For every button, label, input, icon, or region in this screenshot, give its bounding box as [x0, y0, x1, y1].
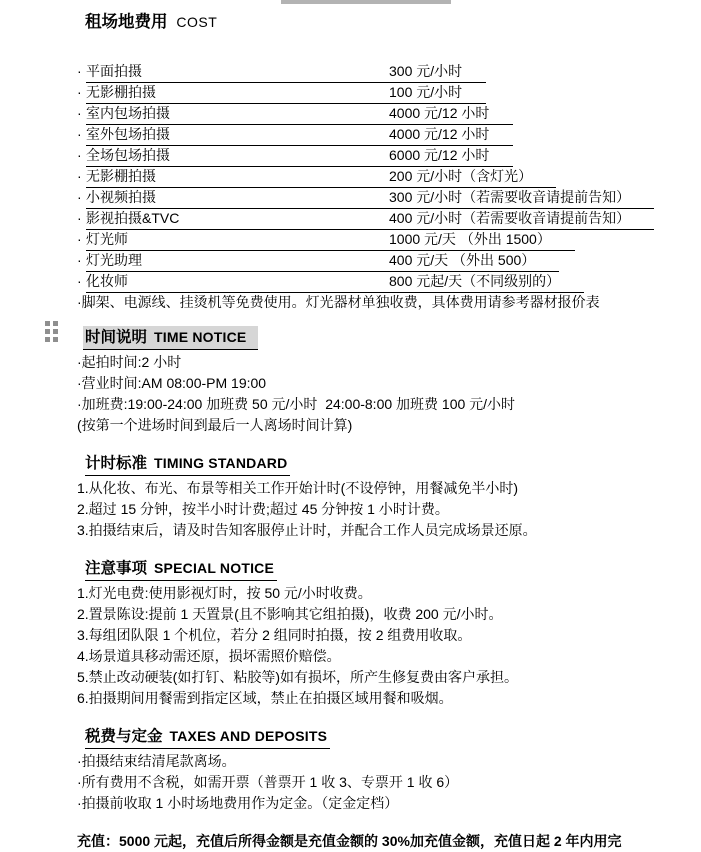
taxes-deposits-line: ·所有费用不含税，如需开票（普票开 1 收 3、专票开 1 收 6） — [77, 774, 459, 790]
bullet-glyph: · — [77, 126, 82, 142]
price-item-name: 室外包场拍摄 — [86, 126, 170, 142]
timing-standard-heading-cn: 计时标准 — [85, 455, 148, 472]
price-item-value: 800 元起/天（不同级别的） — [389, 273, 561, 289]
price-row — [77, 166, 683, 187]
price-item-name: 灯光助理 — [86, 252, 142, 268]
taxes-deposits-line: ·拍摄前收取 1 小时场地费用作为定金。（定金定档） — [77, 795, 399, 811]
special-notice-heading — [85, 557, 277, 581]
taxes-deposits-heading — [85, 725, 330, 749]
time-notice-line: ·加班费:19:00-24:00 加班费 50 元/小时 24:00-8:00 加班费 100 元/小时 — [77, 396, 516, 412]
bullet-glyph: · — [77, 189, 82, 205]
time-notice-line: (按第一个进场时间到最后一人离场时间计算) — [77, 417, 353, 433]
time-notice-heading — [83, 326, 258, 350]
page-title-cn: 租场地费用 — [85, 13, 168, 31]
price-item-name: 小视频拍摄 — [86, 189, 156, 205]
bullet-glyph: · — [77, 273, 82, 289]
taxes-deposits-heading-cn: 税费与定金 — [85, 728, 163, 745]
time-notice-heading-cn: 时间说明 — [85, 329, 148, 346]
bullet-glyph: · — [77, 210, 82, 226]
price-row — [77, 82, 683, 103]
time-notice-heading-en: TIME NOTICE — [154, 329, 247, 345]
price-row — [77, 271, 683, 292]
price-item-value: 4000 元/12 小时 — [389, 105, 490, 121]
price-item-value: 200 元/小时（含灯光） — [389, 168, 533, 184]
bullet-glyph: · — [77, 168, 82, 184]
price-item-name: 室内包场拍摄 — [86, 105, 170, 121]
bullet-glyph: · — [77, 63, 82, 79]
drag-handle-icon[interactable] — [45, 321, 58, 342]
price-item-name: 灯光师 — [86, 231, 128, 247]
time-notice-line: ·起拍时间:2 小时 — [77, 354, 182, 370]
timing-standard-line: 1.从化妆、布光、布景等相关工作开始计时(不设停钟，用餐减免半小时) — [77, 480, 518, 496]
price-row — [77, 229, 683, 250]
price-list — [77, 61, 683, 313]
price-item-value: 6000 元/12 小时 — [389, 147, 490, 163]
page-title-en: COST — [176, 14, 218, 30]
price-item-name: 无影棚拍摄 — [86, 84, 156, 100]
bullet-glyph: · — [77, 231, 82, 247]
price-item-name: 化妆师 — [86, 273, 128, 289]
page-title — [85, 10, 683, 34]
top-partial-highlight-bar — [281, 0, 451, 4]
timing-standard-line: 2.超过 15 分钟，按半小时计费;超过 45 分钟按 1 小时计费。 — [77, 501, 449, 517]
special-notice-line: 6.拍摄期间用餐需到指定区域，禁止在拍摄区域用餐和吸烟。 — [77, 690, 453, 706]
price-row — [77, 124, 683, 145]
bullet-glyph: · — [77, 84, 82, 100]
section-timing-standard — [77, 452, 683, 541]
bullet-glyph: · — [77, 147, 82, 163]
special-notice-line: 4.场景道具移动需还原，损坏需照价赔偿。 — [77, 648, 341, 664]
price-item-value: 400 元/天 （外出 500） — [389, 252, 536, 268]
price-row — [77, 250, 683, 271]
price-item-value: 400 元/小时（若需要收音请提前告知） — [389, 210, 631, 226]
timing-standard-heading — [85, 452, 290, 476]
price-row — [77, 61, 683, 82]
free-equipment-note: ·脚架、电源线、挂烫机等免费使用。灯光器材单独收费，具体费用请参考器材报价表 — [77, 294, 600, 310]
section-taxes-deposits — [77, 725, 683, 814]
time-notice-line: ·营业时间:AM 08:00-PM 19:00 — [77, 375, 267, 391]
price-row — [77, 187, 683, 208]
timing-standard-heading-en: TIMING STANDARD — [154, 455, 288, 471]
price-item-value: 100 元/小时 — [389, 84, 463, 100]
price-item-name: 全场包场拍摄 — [86, 147, 170, 163]
special-notice-line: 3.每组团队限 1 个机位，若分 2 组同时拍摄，按 2 组费用收取。 — [77, 627, 472, 643]
taxes-deposits-heading-en: TAXES AND DEPOSITS — [169, 728, 328, 744]
price-item-value: 4000 元/12 小时 — [389, 126, 490, 142]
special-notice-line: 5.禁止改动硬装(如打钉、粘胶等)如有损坏，所产生修复费由客户承担。 — [77, 669, 518, 685]
section-special-notice — [77, 557, 683, 709]
price-item-value: 300 元/小时 — [389, 63, 463, 79]
special-notice-heading-cn: 注意事项 — [85, 560, 148, 577]
section-time-notice — [77, 326, 683, 436]
price-row — [77, 103, 683, 124]
recharge-note: 充值：5000 元起，充值后所得金额是充值金额的 30%加充值金额，充值日起 2 年内用完 — [77, 833, 622, 849]
price-item-value: 1000 元/天 （外出 1500） — [389, 231, 551, 247]
timing-standard-line: 3.拍摄结束后，请及时告知客服停止计时，并配合工作人员完成场景还原。 — [77, 522, 537, 538]
bullet-glyph: · — [77, 105, 82, 121]
taxes-deposits-line: ·拍摄结束结清尾款离场。 — [77, 753, 236, 769]
price-item-name: 影视拍摄&TVC — [86, 210, 180, 226]
price-item-name: 无影棚拍摄 — [86, 168, 156, 184]
special-notice-line: 2.置景陈设:提前 1 天置景(且不影响其它组拍摄)，收费 200 元/小时。 — [77, 606, 503, 622]
special-notice-line: 1.灯光电费:使用影视灯时，按 50 元/小时收费。 — [77, 585, 372, 601]
price-row — [77, 145, 683, 166]
bullet-glyph: · — [77, 252, 82, 268]
price-item-name: 平面拍摄 — [86, 63, 142, 79]
price-row — [77, 208, 683, 229]
price-item-value: 300 元/小时（若需要收音请提前告知） — [389, 189, 631, 205]
special-notice-heading-en: SPECIAL NOTICE — [154, 560, 275, 576]
